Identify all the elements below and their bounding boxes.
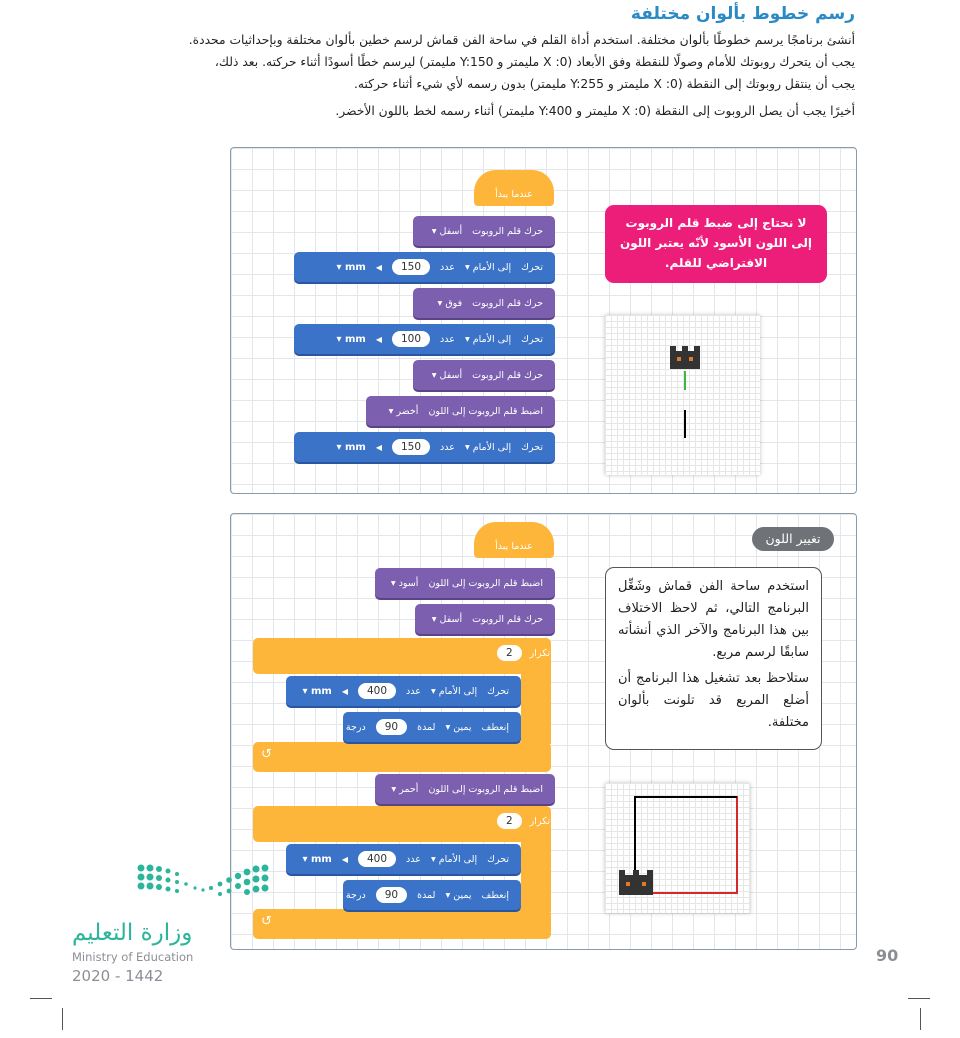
paragraph-line-2: يجب أن يتحرك روبوتك للأمام وصولًا للنقطة وفق الأبعاد (X :0 مليمتر و Y:150 مليمتر) ليرسم خطًا أسودًا أثناء حركته. بعد ذلك، xyxy=(214,55,855,69)
repeat-block-1-footer xyxy=(253,742,551,772)
set-pen-red-block[interactable] xyxy=(375,774,555,804)
distance-input[interactable]: 400 xyxy=(358,683,396,699)
degrees-input[interactable]: 90 xyxy=(376,719,407,735)
distance-input[interactable]: 150 xyxy=(392,259,430,275)
ministry-name-en: Ministry of Education xyxy=(72,950,194,964)
color-dropdown[interactable]: أخضر ▾ xyxy=(388,405,419,417)
pen-down-block[interactable] xyxy=(415,604,555,634)
robot-lines-drawing xyxy=(605,315,760,475)
caret-left-icon: ◀ xyxy=(375,262,382,272)
block-label: إنعطف xyxy=(481,889,509,901)
block-label: حرك قلم الروبوت xyxy=(472,225,543,237)
pink-note-callout xyxy=(605,205,827,283)
loop-arrow-icon: ↺ xyxy=(261,914,272,929)
pen-direction-dropdown[interactable]: أسفل ▾ xyxy=(431,613,463,625)
block-label: لمدة xyxy=(417,889,436,901)
unit-dropdown[interactable]: mm ▾ xyxy=(302,853,332,865)
direction-dropdown[interactable]: إلى الأمام ▾ xyxy=(464,333,512,345)
square-drawing xyxy=(605,783,750,913)
block-label: درجة xyxy=(345,889,366,901)
change-color-tag: تغيير اللون xyxy=(752,527,834,551)
paragraph-line-1: أنشئ برنامجًا يرسم خطوطًا بألوان مختلفة. استخدم أداة القلم في ساحة الفن قماش لرسم خطين بألوان مختلفة وبإحداثيات محددة. xyxy=(188,33,855,47)
block-label: تحرك xyxy=(487,853,509,865)
block-label: حرك قلم الروبوت xyxy=(472,369,543,381)
canvas-preview-1 xyxy=(605,315,760,475)
unit-dropdown[interactable]: mm ▾ xyxy=(336,261,366,273)
color-dropdown[interactable]: أسود ▾ xyxy=(390,577,419,589)
ministry-name-ar: وزارة التعليم xyxy=(72,920,193,946)
caret-left-icon: ◀ xyxy=(375,334,382,344)
block-label: عدد xyxy=(406,685,421,697)
block-label: تكرار xyxy=(529,815,550,827)
repeat-2-label-group xyxy=(497,813,550,829)
move-forward-block-2[interactable] xyxy=(294,324,555,354)
repeat-block-2-side xyxy=(521,832,551,912)
block-label: عندما يبدأ xyxy=(495,189,533,200)
block-label: تحرك xyxy=(521,261,543,273)
turn-right-block-2[interactable] xyxy=(329,880,521,910)
crop-mark xyxy=(920,1008,921,1030)
block-label: لمدة xyxy=(417,721,436,733)
pen-direction-dropdown[interactable]: فوق ▾ xyxy=(437,297,463,309)
pen-down-block-2[interactable] xyxy=(413,360,555,390)
block-label: عدد xyxy=(440,261,455,273)
pen-direction-dropdown[interactable]: أسفل ▾ xyxy=(431,225,463,237)
canvas-preview-2 xyxy=(605,783,750,913)
crop-mark xyxy=(908,998,930,999)
caret-left-icon: ◀ xyxy=(341,854,348,864)
repeat-count-input[interactable]: 2 xyxy=(497,813,522,829)
direction-dropdown[interactable]: إلى الأمام ▾ xyxy=(430,853,478,865)
note-paragraph-1: استخدم ساحة الفن قماش وشَغِّل البرنامج التالي، ثم لاحظ الاختلاف بين هذا البرنامج والآخر الذي أنشأته سابقًا لرسم مربع. xyxy=(618,579,809,660)
move-forward-block-1[interactable] xyxy=(286,676,521,706)
degrees-input[interactable]: 90 xyxy=(376,887,407,903)
move-forward-block-1[interactable] xyxy=(294,252,555,282)
direction-dropdown[interactable]: إلى الأمام ▾ xyxy=(464,441,512,453)
block-label: تحرك xyxy=(487,685,509,697)
pen-direction-dropdown[interactable]: أسفل ▾ xyxy=(431,369,463,381)
when-starts-block[interactable] xyxy=(474,170,554,206)
color-dropdown[interactable]: أحمر ▾ xyxy=(391,783,419,795)
direction-dropdown[interactable]: إلى الأمام ▾ xyxy=(430,685,478,697)
repeat-count-input[interactable]: 2 xyxy=(497,645,522,661)
ministry-logo-icon xyxy=(135,862,275,910)
robot-icon xyxy=(619,870,653,895)
caret-left-icon: ◀ xyxy=(329,722,336,732)
caret-left-icon: ◀ xyxy=(341,686,348,696)
set-pen-black-block[interactable] xyxy=(375,568,555,598)
robot-icon xyxy=(670,346,700,369)
turn-right-block-1[interactable] xyxy=(329,712,521,742)
loop-arrow-icon: ↺ xyxy=(261,747,272,762)
unit-dropdown[interactable]: mm ▾ xyxy=(336,441,366,453)
section-title: رسم خطوط بألوان مختلفة xyxy=(630,4,855,24)
direction-dropdown[interactable]: إلى الأمام ▾ xyxy=(464,261,512,273)
move-forward-block-2[interactable] xyxy=(286,844,521,874)
page-number: 90 xyxy=(876,946,899,965)
move-forward-block-3[interactable] xyxy=(294,432,555,462)
block-label: حرك قلم الروبوت xyxy=(472,613,543,625)
block-label: عدد xyxy=(406,853,421,865)
distance-input[interactable]: 150 xyxy=(392,439,430,455)
block-label: اضبط قلم الروبوت إلى اللون xyxy=(428,405,543,417)
caret-left-icon: ◀ xyxy=(329,890,336,900)
block-label: اضبط قلم الروبوت إلى اللون xyxy=(428,783,543,795)
distance-input[interactable]: 100 xyxy=(392,331,430,347)
distance-input[interactable]: 400 xyxy=(358,851,396,867)
paragraph-line-3: يجب أن ينتقل روبوتك إلى النقطة (X :0 مليمتر و Y:255 مليمتر) بدون رسمه لأي شيء أثناء حركته. xyxy=(353,77,855,91)
instruction-note-box xyxy=(605,567,822,750)
note-paragraph-2: ستلاحظ بعد تشغيل هذا البرنامج أن أضلع المربع قد تلونت بألوان مختلفة. xyxy=(618,671,809,730)
repeat-block-1-side xyxy=(521,664,551,744)
paragraph-line-4: أخيرًا يجب أن يصل الروبوت إلى النقطة (X :0 مليمتر و Y:400 مليمتر) أثناء رسمه لخط باللون الأخضر. xyxy=(335,104,855,118)
turn-direction-dropdown[interactable]: يمين ▾ xyxy=(445,721,472,733)
set-pen-color-block[interactable] xyxy=(366,396,555,426)
block-label: تحرك xyxy=(521,441,543,453)
block-label: درجة xyxy=(345,721,366,733)
block-label: عدد xyxy=(440,333,455,345)
program-panel-1 xyxy=(230,147,857,494)
caret-left-icon: ◀ xyxy=(375,442,382,452)
block-label: تكرار xyxy=(529,647,550,659)
unit-dropdown[interactable]: mm ▾ xyxy=(336,333,366,345)
crop-mark xyxy=(30,998,52,999)
block-label: حرك قلم الروبوت xyxy=(472,297,543,309)
crop-mark xyxy=(62,1008,63,1030)
unit-dropdown[interactable]: mm ▾ xyxy=(302,685,332,697)
pen-down-block[interactable] xyxy=(413,216,555,246)
turn-direction-dropdown[interactable]: يمين ▾ xyxy=(445,889,472,901)
when-starts-block[interactable] xyxy=(474,522,554,558)
block-label: اضبط قلم الروبوت إلى اللون xyxy=(428,577,543,589)
year-label: 2020 - 1442 xyxy=(72,967,164,985)
block-label: عندما يبدأ xyxy=(495,541,533,552)
pink-note-text: لا نحتاج إلى ضبط قلم الروبوت إلى اللون الأسود لأنّه يعتبر اللون الافتراضي للقلم. xyxy=(619,216,812,270)
repeat-block-2-footer xyxy=(253,909,551,939)
block-label: عدد xyxy=(440,441,455,453)
repeat-1-label-group xyxy=(497,645,550,661)
pen-up-block[interactable] xyxy=(413,288,555,318)
block-label: إنعطف xyxy=(481,721,509,733)
block-label: تحرك xyxy=(521,333,543,345)
